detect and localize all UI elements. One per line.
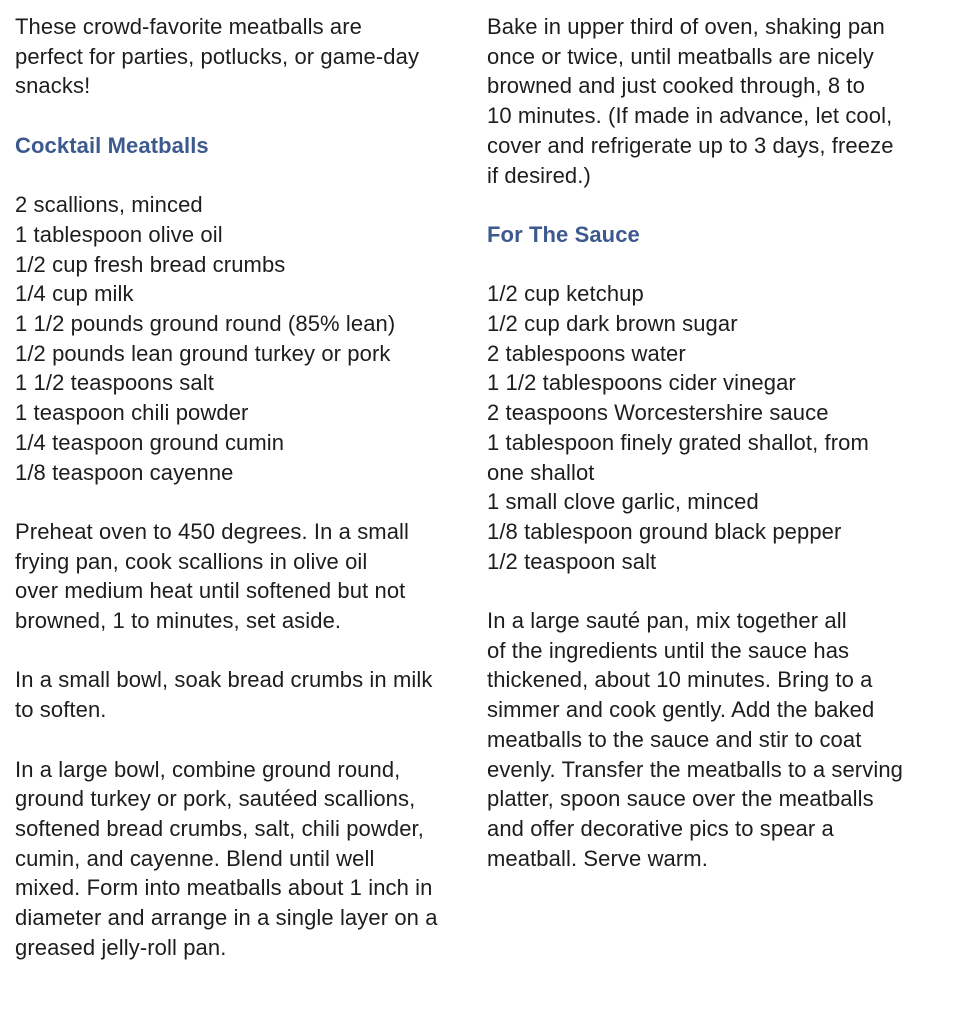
step-soak-paragraph bbox=[15, 665, 475, 724]
ingredient-item: 1 teaspoon chili powder bbox=[15, 400, 249, 426]
ingredient-item: 2 scallions, minced bbox=[15, 192, 203, 218]
text-line: once or twice, until meatballs are nicely bbox=[487, 43, 874, 69]
text-line: cumin, and cayenne. Blend until well bbox=[15, 845, 375, 871]
text-line: and offer decorative pics to spear a bbox=[487, 815, 834, 841]
text-line: frying pan, cook scallions in olive oil bbox=[15, 548, 368, 574]
ingredient-item: 1/4 cup milk bbox=[15, 281, 134, 307]
ingredient-item: 1/2 pounds lean ground turkey or pork bbox=[15, 340, 391, 366]
sauce-step-paragraph bbox=[487, 606, 947, 873]
text-line: In a small bowl, soak bread crumbs in milk bbox=[15, 667, 433, 693]
sauce-ingredients-list bbox=[487, 279, 947, 576]
text-line: simmer and cook gently. Add the baked bbox=[487, 697, 875, 723]
text-line: cover and refrigerate up to 3 days, freeze bbox=[487, 132, 894, 158]
text-line: to soften. bbox=[15, 697, 107, 723]
text-line: In a large bowl, combine ground round, bbox=[15, 756, 401, 782]
for-the-sauce-heading: For The Sauce bbox=[487, 221, 640, 247]
ingredient-item: 1/2 teaspoon salt bbox=[487, 548, 657, 574]
text-line: diameter and arrange in a single layer on a bbox=[15, 905, 438, 931]
text-line: browned, 1 to minutes, set aside. bbox=[15, 608, 342, 634]
ingredient-item: 1/4 teaspoon ground cumin bbox=[15, 429, 285, 455]
text-line: softened bread crumbs, salt, chili powder, bbox=[15, 815, 424, 841]
ingredient-item: 1/8 tablespoon ground black pepper bbox=[487, 518, 842, 544]
ingredient-item: 2 tablespoons water bbox=[487, 340, 686, 366]
text-line: greased jelly-roll pan. bbox=[15, 934, 227, 960]
text-line: thickened, about 10 minutes. Bring to a bbox=[487, 667, 873, 693]
text-line: meatball. Serve warm. bbox=[487, 845, 708, 871]
right-column bbox=[487, 12, 947, 873]
text-line: platter, spoon sauce over the meatballs bbox=[487, 786, 874, 812]
text-line: of the ingredients until the sauce has bbox=[487, 637, 850, 663]
text-line: perfect for parties, potlucks, or game-day bbox=[15, 43, 420, 69]
step-bake-paragraph bbox=[487, 12, 947, 190]
step-preheat-paragraph bbox=[15, 517, 475, 636]
text-line: 10 minutes. (If made in advance, let cool, bbox=[487, 103, 893, 129]
intro-paragraph bbox=[15, 12, 475, 101]
ingredient-item: 1 1/2 tablespoons cider vinegar bbox=[487, 370, 796, 396]
ingredient-item: 1/2 cup fresh bread crumbs bbox=[15, 251, 286, 277]
ingredient-item: 1 small clove garlic, minced bbox=[487, 489, 759, 515]
text-line: snacks! bbox=[15, 73, 91, 99]
ingredient-item: 1/8 teaspoon cayenne bbox=[15, 459, 234, 485]
text-line: browned and just cooked through, 8 to bbox=[487, 73, 865, 99]
text-line: Bake in upper third of oven, shaking pan bbox=[487, 14, 885, 39]
text-line: In a large sauté pan, mix together all bbox=[487, 608, 847, 634]
text-line: evenly. Transfer the meatballs to a serving bbox=[487, 756, 903, 782]
text-line: Preheat oven to 450 degrees. In a small bbox=[15, 518, 410, 544]
cocktail-meatballs-heading: Cocktail Meatballs bbox=[15, 132, 209, 158]
text-line: These crowd-favorite meatballs are bbox=[15, 14, 362, 39]
ingredient-item: 1 1/2 teaspoons salt bbox=[15, 370, 214, 396]
ingredient-item: 1 tablespoon finely grated shallot, from bbox=[487, 429, 869, 455]
left-column bbox=[15, 12, 475, 962]
ingredient-item: 1/2 cup dark brown sugar bbox=[487, 311, 738, 336]
ingredient-item: one shallot bbox=[487, 459, 595, 485]
text-line: over medium heat until softened but not bbox=[15, 578, 406, 604]
step-combine-paragraph bbox=[15, 755, 475, 963]
ingredient-item: 1/2 cup ketchup bbox=[487, 281, 644, 307]
text-line: meatballs to the sauce and stir to coat bbox=[487, 726, 862, 752]
ingredient-item: 1 tablespoon olive oil bbox=[15, 221, 223, 247]
ingredient-item: 1 1/2 pounds ground round (85% lean) bbox=[15, 311, 396, 336]
text-line: mixed. Form into meatballs about 1 inch in bbox=[15, 875, 433, 901]
meatball-ingredients-list bbox=[15, 190, 475, 487]
text-line: ground turkey or pork, sautéed scallions, bbox=[15, 786, 416, 812]
text-line: if desired.) bbox=[487, 162, 591, 188]
ingredient-item: 2 teaspoons Worcestershire sauce bbox=[487, 400, 829, 426]
